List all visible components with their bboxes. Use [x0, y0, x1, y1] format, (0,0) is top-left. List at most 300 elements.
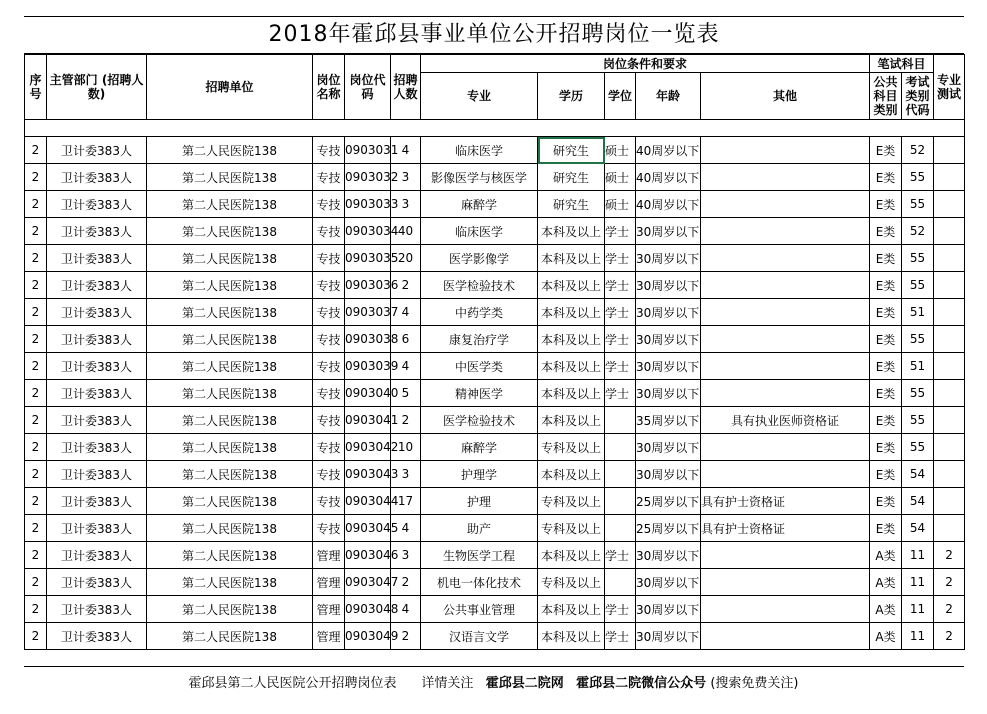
cell-major[interactable]: 精神医学 — [421, 380, 538, 407]
cell-public-subject[interactable]: E类 — [870, 515, 902, 542]
cell-seq[interactable]: 2 — [25, 515, 47, 542]
cell-count[interactable]: 4 — [391, 353, 421, 380]
cell-seq[interactable]: 2 — [25, 326, 47, 353]
header-hire-count[interactable]: 招聘人数 — [391, 55, 421, 120]
cell-education[interactable]: 本科及以上 — [538, 623, 605, 650]
bottom-rule — [24, 666, 964, 667]
cell-count[interactable]: 5 — [391, 380, 421, 407]
cell-category-code[interactable]: 55 — [902, 326, 934, 353]
cell-count[interactable]: 4 — [391, 299, 421, 326]
cell-code[interactable]: 0903044 — [345, 488, 391, 515]
cell-public-subject[interactable]: E类 — [870, 380, 902, 407]
cell-code[interactable]: 0903048 — [345, 596, 391, 623]
cell-public-subject[interactable]: E类 — [870, 488, 902, 515]
cell-unit[interactable]: 第二人民医院138 — [147, 137, 313, 164]
cell-degree[interactable] — [605, 569, 636, 596]
cell-post[interactable]: 管理 — [313, 542, 345, 569]
cell-age[interactable]: 40周岁以下 — [636, 164, 701, 191]
header-education[interactable]: 学历 — [538, 73, 605, 120]
cell-post[interactable]: 专技 — [313, 380, 345, 407]
cell-other[interactable] — [701, 191, 870, 218]
cell-public-subject[interactable]: E类 — [870, 245, 902, 272]
cell-public-subject[interactable]: E类 — [870, 461, 902, 488]
cell-post[interactable]: 专技 — [313, 488, 345, 515]
cell-public-subject[interactable]: E类 — [870, 137, 902, 164]
cell-professional-test[interactable] — [934, 326, 965, 353]
cell-category-code[interactable]: 11 — [902, 596, 934, 623]
cell-education[interactable]: 研究生 — [538, 137, 605, 164]
cell-seq[interactable]: 2 — [25, 137, 47, 164]
cell-education[interactable]: 本科及以上 — [538, 380, 605, 407]
cell-dept[interactable]: 卫计委383人 — [47, 272, 147, 299]
cell-other[interactable] — [701, 218, 870, 245]
cell-major[interactable]: 汉语言文学 — [421, 623, 538, 650]
cell-post[interactable]: 管理 — [313, 623, 345, 650]
cell-post[interactable]: 专技 — [313, 353, 345, 380]
cell-category-code[interactable]: 55 — [902, 272, 934, 299]
table-row — [25, 407, 965, 434]
cell-code[interactable]: 0903042 — [345, 434, 391, 461]
cell-category-code[interactable]: 11 — [902, 623, 934, 650]
footer-wechat-link[interactable]: 霍邱县二院微信公众号 — [576, 676, 707, 691]
cell-code[interactable]: 0903036 — [345, 272, 391, 299]
cell-code[interactable]: 0903034 — [345, 218, 391, 245]
cell-professional-test[interactable] — [934, 218, 965, 245]
cell-post[interactable]: 专技 — [313, 164, 345, 191]
cell-code[interactable]: 0903032 — [345, 164, 391, 191]
cell-code[interactable]: 0903035 — [345, 245, 391, 272]
page-title: 2018年霍邱县事业单位公开招聘岗位一览表 — [268, 22, 720, 47]
cell-code[interactable]: 0903033 — [345, 191, 391, 218]
cell-unit[interactable]: 第二人民医院138 — [147, 299, 313, 326]
cell-major[interactable]: 机电一体化技术 — [421, 569, 538, 596]
cell-post[interactable]: 专技 — [313, 191, 345, 218]
cell-post[interactable]: 专技 — [313, 137, 345, 164]
cell-professional-test[interactable]: 2 — [934, 623, 965, 650]
cell-age[interactable]: 30周岁以下 — [636, 569, 701, 596]
cell-age[interactable]: 30周岁以下 — [636, 245, 701, 272]
cell-other[interactable] — [701, 353, 870, 380]
cell-degree[interactable]: 学士 — [605, 380, 636, 407]
cell-public-subject[interactable]: E类 — [870, 272, 902, 299]
cell-other[interactable] — [701, 542, 870, 569]
cell-dept[interactable]: 卫计委383人 — [47, 164, 147, 191]
cell-category-code[interactable]: 55 — [902, 191, 934, 218]
cell-unit[interactable]: 第二人民医院138 — [147, 380, 313, 407]
cell-code[interactable]: 0903039 — [345, 353, 391, 380]
cell-age[interactable]: 30周岁以下 — [636, 299, 701, 326]
table-row — [25, 326, 965, 353]
cell-seq[interactable]: 2 — [25, 596, 47, 623]
cell-professional-test[interactable] — [934, 434, 965, 461]
cell-unit[interactable]: 第二人民医院138 — [147, 272, 313, 299]
cell-seq[interactable]: 2 — [25, 434, 47, 461]
cell-professional-test[interactable] — [934, 137, 965, 164]
header-other[interactable]: 其他 — [701, 73, 870, 120]
cell-seq[interactable]: 2 — [25, 272, 47, 299]
footer-follow-text: 详情关注 — [421, 676, 474, 691]
cell-professional-test[interactable] — [934, 164, 965, 191]
cell-dept[interactable]: 卫计委383人 — [47, 461, 147, 488]
cell-seq[interactable]: 2 — [25, 380, 47, 407]
cell-category-code[interactable]: 11 — [902, 542, 934, 569]
cell-education[interactable]: 专科及以上 — [538, 569, 605, 596]
cell-count[interactable]: 20 — [391, 245, 421, 272]
cell-professional-test[interactable] — [934, 299, 965, 326]
cell-major[interactable]: 康复治疗学 — [421, 326, 538, 353]
cell-degree[interactable] — [605, 434, 636, 461]
cell-other[interactable] — [701, 380, 870, 407]
cell-dept[interactable]: 卫计委383人 — [47, 299, 147, 326]
cell-post[interactable]: 管理 — [313, 569, 345, 596]
cell-major[interactable]: 中医学类 — [421, 353, 538, 380]
cell-count[interactable]: 40 — [391, 218, 421, 245]
cell-education[interactable]: 专科及以上 — [538, 488, 605, 515]
cell-major[interactable]: 医学检验技术 — [421, 407, 538, 434]
cell-other[interactable] — [701, 299, 870, 326]
header-dept[interactable]: 主管部门 (招聘人数) — [47, 55, 147, 120]
cell-age[interactable]: 30周岁以下 — [636, 326, 701, 353]
header-public-subject[interactable]: 公共科目类别 — [870, 73, 902, 120]
cell-degree[interactable]: 学士 — [605, 299, 636, 326]
cell-education[interactable]: 研究生 — [538, 164, 605, 191]
cell-unit[interactable]: 第二人民医院138 — [147, 164, 313, 191]
cell-seq[interactable]: 2 — [25, 245, 47, 272]
cell-education[interactable]: 本科及以上 — [538, 596, 605, 623]
cell-post[interactable]: 专技 — [313, 272, 345, 299]
cell-major[interactable]: 公共事业管理 — [421, 596, 538, 623]
cell-unit[interactable]: 第二人民医院138 — [147, 461, 313, 488]
cell-post[interactable]: 专技 — [313, 515, 345, 542]
cell-age[interactable]: 30周岁以下 — [636, 218, 701, 245]
cell-age[interactable]: 30周岁以下 — [636, 596, 701, 623]
header-post-name[interactable]: 岗位名称 — [313, 55, 345, 120]
cell-count[interactable]: 17 — [391, 488, 421, 515]
cell-dept[interactable]: 卫计委383人 — [47, 434, 147, 461]
cell-count[interactable]: 6 — [391, 326, 421, 353]
cell-education[interactable]: 本科及以上 — [538, 245, 605, 272]
header-unit[interactable]: 招聘单位 — [147, 55, 313, 120]
cell-education[interactable]: 专科及以上 — [538, 515, 605, 542]
cell-unit[interactable]: 第二人民医院138 — [147, 407, 313, 434]
cell-category-code[interactable]: 51 — [902, 353, 934, 380]
cell-age[interactable]: 35周岁以下 — [636, 407, 701, 434]
cell-dept[interactable]: 卫计委383人 — [47, 407, 147, 434]
cell-other[interactable] — [701, 164, 870, 191]
cell-category-code[interactable]: 54 — [902, 515, 934, 542]
cell-public-subject[interactable]: E类 — [870, 407, 902, 434]
cell-other[interactable] — [701, 326, 870, 353]
cell-public-subject[interactable]: E类 — [870, 218, 902, 245]
cell-professional-test[interactable] — [934, 353, 965, 380]
cell-category-code[interactable]: 51 — [902, 299, 934, 326]
cell-code[interactable]: 0903046 — [345, 542, 391, 569]
cell-major[interactable]: 临床医学 — [421, 218, 538, 245]
cell-major[interactable]: 助产 — [421, 515, 538, 542]
cell-category-code[interactable]: 55 — [902, 434, 934, 461]
header-conditions[interactable]: 岗位条件和要求 — [421, 55, 870, 73]
cell-dept[interactable]: 卫计委383人 — [47, 218, 147, 245]
cell-professional-test[interactable] — [934, 380, 965, 407]
cell-category-code[interactable]: 55 — [902, 407, 934, 434]
cell-unit[interactable]: 第二人民医院138 — [147, 353, 313, 380]
header-seq[interactable]: 序号 — [25, 55, 47, 120]
cell-other[interactable]: 具有护士资格证 — [701, 488, 870, 515]
cell-seq[interactable]: 2 — [25, 164, 47, 191]
table-row — [25, 515, 965, 542]
cell-dept[interactable]: 卫计委383人 — [47, 137, 147, 164]
table-row — [25, 353, 965, 380]
cell-seq[interactable]: 2 — [25, 407, 47, 434]
cell-public-subject[interactable]: E类 — [870, 434, 902, 461]
cell-degree[interactable]: 学士 — [605, 245, 636, 272]
footer-site-link[interactable]: 霍邱县二院网 — [485, 676, 564, 691]
cell-unit[interactable]: 第二人民医院138 — [147, 191, 313, 218]
cell-professional-test[interactable] — [934, 245, 965, 272]
cell-dept[interactable]: 卫计委383人 — [47, 542, 147, 569]
header-written-exam[interactable]: 笔试科目 — [870, 55, 934, 73]
cell-dept[interactable]: 卫计委383人 — [47, 515, 147, 542]
cell-education[interactable]: 研究生 — [538, 191, 605, 218]
header-post-code[interactable]: 岗位代码 — [345, 55, 391, 120]
cell-degree[interactable] — [605, 461, 636, 488]
cell-major[interactable]: 影像医学与核医学 — [421, 164, 538, 191]
cell-category-code[interactable]: 54 — [902, 461, 934, 488]
cell-other[interactable] — [701, 596, 870, 623]
cell-count[interactable]: 2 — [391, 407, 421, 434]
cell-unit[interactable]: 第二人民医院138 — [147, 434, 313, 461]
cell-major[interactable]: 医学影像学 — [421, 245, 538, 272]
cell-age[interactable]: 30周岁以下 — [636, 461, 701, 488]
cell-dept[interactable]: 卫计委383人 — [47, 380, 147, 407]
cell-other[interactable] — [701, 623, 870, 650]
cell-public-subject[interactable]: E类 — [870, 299, 902, 326]
cell-unit[interactable]: 第二人民医院138 — [147, 326, 313, 353]
cell-post[interactable]: 专技 — [313, 218, 345, 245]
cell-education[interactable]: 本科及以上 — [538, 299, 605, 326]
cell-count[interactable]: 4 — [391, 515, 421, 542]
cell-professional-test[interactable] — [934, 515, 965, 542]
cell-education[interactable]: 本科及以上 — [538, 461, 605, 488]
cell-age[interactable]: 30周岁以下 — [636, 542, 701, 569]
cell-age[interactable]: 25周岁以下 — [636, 515, 701, 542]
cell-age[interactable]: 30周岁以下 — [636, 353, 701, 380]
cell-other[interactable]: 具有执业医师资格证 — [701, 407, 870, 434]
cell-degree[interactable]: 学士 — [605, 218, 636, 245]
cell-dept[interactable]: 卫计委383人 — [47, 623, 147, 650]
cell-count[interactable]: 3 — [391, 542, 421, 569]
cell-code[interactable]: 0903049 — [345, 623, 391, 650]
cell-public-subject[interactable]: E类 — [870, 164, 902, 191]
cell-major[interactable]: 麻醉学 — [421, 434, 538, 461]
cell-post[interactable]: 管理 — [313, 596, 345, 623]
cell-age[interactable]: 30周岁以下 — [636, 623, 701, 650]
header-professional-test[interactable]: 专业测试 — [934, 55, 965, 120]
cell-professional-test[interactable] — [934, 488, 965, 515]
cell-code[interactable]: 0903047 — [345, 569, 391, 596]
cell-unit[interactable]: 第二人民医院138 — [147, 515, 313, 542]
cell-post[interactable]: 专技 — [313, 434, 345, 461]
cell-post[interactable]: 专技 — [313, 245, 345, 272]
cell-professional-test[interactable]: 2 — [934, 542, 965, 569]
cell-unit[interactable]: 第二人民医院138 — [147, 245, 313, 272]
cell-other[interactable] — [701, 272, 870, 299]
cell-code[interactable]: 0903040 — [345, 380, 391, 407]
cell-age[interactable]: 30周岁以下 — [636, 434, 701, 461]
cell-count[interactable]: 2 — [391, 569, 421, 596]
cell-education[interactable]: 专科及以上 — [538, 434, 605, 461]
cell-unit[interactable]: 第二人民医院138 — [147, 488, 313, 515]
cell-code[interactable]: 0903043 — [345, 461, 391, 488]
cell-count[interactable]: 3 — [391, 164, 421, 191]
cell-post[interactable]: 专技 — [313, 407, 345, 434]
cell-dept[interactable]: 卫计委383人 — [47, 245, 147, 272]
cell-education[interactable]: 本科及以上 — [538, 326, 605, 353]
cell-other[interactable] — [701, 245, 870, 272]
cell-unit[interactable]: 第二人民医院138 — [147, 542, 313, 569]
cell-professional-test[interactable] — [934, 272, 965, 299]
cell-dept[interactable]: 卫计委383人 — [47, 353, 147, 380]
cell-category-code[interactable]: 55 — [902, 245, 934, 272]
cell-degree[interactable] — [605, 488, 636, 515]
table-row — [25, 434, 965, 461]
cell-other[interactable] — [701, 569, 870, 596]
cell-public-subject[interactable]: E类 — [870, 326, 902, 353]
cell-major[interactable]: 医学检验技术 — [421, 272, 538, 299]
cell-other[interactable] — [701, 461, 870, 488]
cell-degree[interactable]: 硕士 — [605, 137, 636, 164]
cell-category-code[interactable]: 52 — [902, 137, 934, 164]
cell-degree[interactable]: 硕士 — [605, 191, 636, 218]
cell-seq[interactable]: 2 — [25, 353, 47, 380]
cell-count[interactable]: 2 — [391, 272, 421, 299]
cell-dept[interactable]: 卫计委383人 — [47, 596, 147, 623]
cell-degree[interactable]: 学士 — [605, 623, 636, 650]
cell-category-code[interactable]: 54 — [902, 488, 934, 515]
cell-professional-test[interactable]: 2 — [934, 569, 965, 596]
cell-unit[interactable]: 第二人民医院138 — [147, 218, 313, 245]
cell-major[interactable]: 护理学 — [421, 461, 538, 488]
header-exam-category-code[interactable]: 考试类别代码 — [902, 73, 934, 120]
cell-public-subject[interactable]: A类 — [870, 623, 902, 650]
cell-major[interactable]: 护理 — [421, 488, 538, 515]
cell-professional-test[interactable] — [934, 407, 965, 434]
cell-other[interactable] — [701, 137, 870, 164]
table-row — [25, 380, 965, 407]
cell-code[interactable]: 0903031 — [345, 137, 391, 164]
cell-seq[interactable]: 2 — [25, 542, 47, 569]
cell-count[interactable]: 2 — [391, 623, 421, 650]
cell-category-code[interactable]: 11 — [902, 569, 934, 596]
cell-seq[interactable]: 2 — [25, 488, 47, 515]
cell-public-subject[interactable]: A类 — [870, 542, 902, 569]
cell-count[interactable]: 3 — [391, 461, 421, 488]
cell-category-code[interactable]: 55 — [902, 164, 934, 191]
cell-dept[interactable]: 卫计委383人 — [47, 191, 147, 218]
cell-seq[interactable]: 2 — [25, 569, 47, 596]
cell-professional-test[interactable] — [934, 461, 965, 488]
cell-degree[interactable] — [605, 515, 636, 542]
cell-other[interactable] — [701, 434, 870, 461]
cell-degree[interactable]: 硕士 — [605, 164, 636, 191]
cell-count[interactable]: 4 — [391, 596, 421, 623]
cell-dept[interactable]: 卫计委383人 — [47, 488, 147, 515]
cell-major[interactable]: 中药学类 — [421, 299, 538, 326]
cell-seq[interactable]: 2 — [25, 461, 47, 488]
footer — [0, 674, 987, 694]
cell-unit[interactable]: 第二人民医院138 — [147, 623, 313, 650]
cell-category-code[interactable]: 55 — [902, 380, 934, 407]
cell-dept[interactable]: 卫计委383人 — [47, 326, 147, 353]
cell-count[interactable]: 3 — [391, 191, 421, 218]
cell-public-subject[interactable]: E类 — [870, 353, 902, 380]
cell-age[interactable]: 30周岁以下 — [636, 272, 701, 299]
cell-code[interactable]: 0903041 — [345, 407, 391, 434]
cell-education[interactable]: 本科及以上 — [538, 218, 605, 245]
cell-public-subject[interactable]: A类 — [870, 596, 902, 623]
cell-category-code[interactable]: 52 — [902, 218, 934, 245]
cell-unit[interactable]: 第二人民医院138 — [147, 596, 313, 623]
cell-degree[interactable]: 学士 — [605, 272, 636, 299]
cell-professional-test[interactable] — [934, 191, 965, 218]
cell-post[interactable]: 专技 — [313, 326, 345, 353]
cell-code[interactable]: 0903038 — [345, 326, 391, 353]
cell-age[interactable]: 40周岁以下 — [636, 191, 701, 218]
cell-code[interactable]: 0903037 — [345, 299, 391, 326]
cell-other[interactable]: 具有护士资格证 — [701, 515, 870, 542]
table-row — [25, 245, 965, 272]
cell-education[interactable]: 本科及以上 — [538, 542, 605, 569]
header-major[interactable]: 专业 — [421, 73, 538, 120]
cell-seq[interactable]: 2 — [25, 191, 47, 218]
cell-count[interactable]: 10 — [391, 434, 421, 461]
cell-major[interactable]: 生物医学工程 — [421, 542, 538, 569]
cell-age[interactable]: 40周岁以下 — [636, 137, 701, 164]
table-row — [25, 542, 965, 569]
cell-post[interactable]: 专技 — [313, 461, 345, 488]
cell-degree[interactable]: 学士 — [605, 596, 636, 623]
cell-education[interactable]: 本科及以上 — [538, 353, 605, 380]
cell-degree[interactable]: 学士 — [605, 353, 636, 380]
cell-count[interactable]: 4 — [391, 137, 421, 164]
cell-unit[interactable]: 第二人民医院138 — [147, 569, 313, 596]
cell-seq[interactable]: 2 — [25, 218, 47, 245]
cell-public-subject[interactable]: A类 — [870, 569, 902, 596]
cell-age[interactable]: 25周岁以下 — [636, 488, 701, 515]
cell-degree[interactable] — [605, 407, 636, 434]
table-row — [25, 596, 965, 623]
cell-code[interactable]: 0903045 — [345, 515, 391, 542]
cell-seq[interactable]: 2 — [25, 299, 47, 326]
header-age[interactable]: 年龄 — [636, 73, 701, 120]
cell-seq[interactable]: 2 — [25, 623, 47, 650]
table-row — [25, 272, 965, 299]
cell-age[interactable]: 30周岁以下 — [636, 380, 701, 407]
cell-education[interactable]: 本科及以上 — [538, 407, 605, 434]
cell-degree[interactable]: 学士 — [605, 326, 636, 353]
cell-professional-test[interactable]: 2 — [934, 596, 965, 623]
spacer-row — [25, 120, 965, 137]
table-row — [25, 299, 965, 326]
cell-degree[interactable]: 学士 — [605, 542, 636, 569]
cell-dept[interactable]: 卫计委383人 — [47, 569, 147, 596]
cell-post[interactable]: 专技 — [313, 299, 345, 326]
header-degree[interactable]: 学位 — [605, 73, 636, 120]
cell-public-subject[interactable]: E类 — [870, 191, 902, 218]
cell-major[interactable]: 临床医学 — [421, 137, 538, 164]
cell-major[interactable]: 麻醉学 — [421, 191, 538, 218]
cell-education[interactable]: 本科及以上 — [538, 272, 605, 299]
